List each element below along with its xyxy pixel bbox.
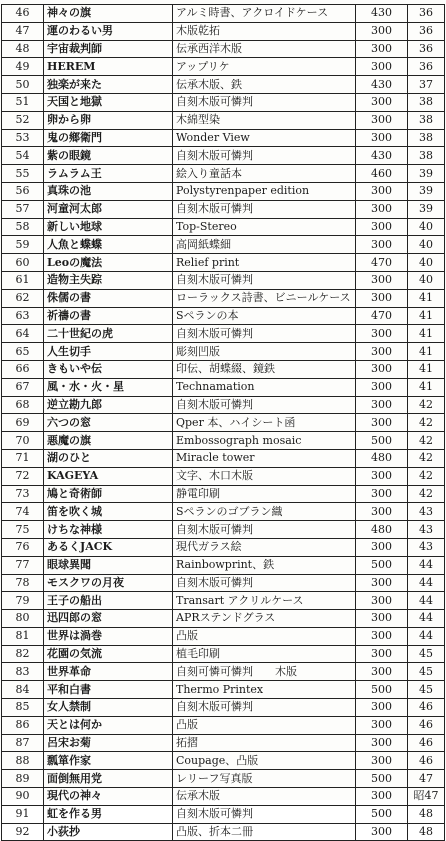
year: 40	[408, 218, 445, 236]
row-number: 79	[2, 592, 44, 610]
edition-note: Wonder View	[173, 129, 356, 147]
table-row	[2, 627, 445, 645]
copy-count: 300	[356, 627, 408, 645]
table-row	[2, 788, 445, 806]
edition-note: Technamation	[173, 378, 356, 396]
copy-count: 300	[356, 236, 408, 254]
edition-note: アップリケ	[173, 58, 356, 76]
table-row	[2, 645, 445, 663]
year: 41	[408, 360, 445, 378]
copy-count: 470	[356, 307, 408, 325]
row-number: 61	[2, 271, 44, 289]
table-row	[2, 485, 445, 503]
table-row	[2, 93, 445, 111]
copy-count: 430	[356, 76, 408, 94]
book-title: 造物主失踪	[44, 271, 173, 289]
book-title: 眼球異聞	[44, 556, 173, 574]
copy-count: 300	[356, 325, 408, 343]
copy-count: 300	[356, 610, 408, 628]
table-row	[2, 610, 445, 628]
table-row	[2, 574, 445, 592]
year: 36	[408, 40, 445, 58]
year: 47	[408, 770, 445, 788]
table-row	[2, 182, 445, 200]
book-title: 湖のひと	[44, 449, 173, 467]
row-number: 69	[2, 414, 44, 432]
copy-count: 480	[356, 449, 408, 467]
book-title: ラムラム王	[44, 165, 173, 183]
year: 42	[408, 485, 445, 503]
copy-count: 300	[356, 574, 408, 592]
edition-note: 静電印刷	[173, 485, 356, 503]
copy-count: 300	[356, 129, 408, 147]
book-title: 鬼の鄉衛門	[44, 129, 173, 147]
year: 43	[408, 503, 445, 521]
copy-count: 500	[356, 681, 408, 699]
row-number: 53	[2, 129, 44, 147]
book-title: 運のわるい男	[44, 22, 173, 40]
edition-note: Miracle tower	[173, 449, 356, 467]
book-title: 迅四郎の窓	[44, 610, 173, 628]
book-title: 女人禁制	[44, 699, 173, 717]
edition-table	[1, 4, 445, 841]
year: 38	[408, 111, 445, 129]
row-number: 55	[2, 165, 44, 183]
row-number: 75	[2, 521, 44, 539]
table-row	[2, 325, 445, 343]
book-title: 鳩と奇術師	[44, 485, 173, 503]
row-number: 66	[2, 360, 44, 378]
row-number: 90	[2, 788, 44, 806]
row-number: 76	[2, 538, 44, 556]
edition-note: 絵入り童話本	[173, 165, 356, 183]
copy-count: 300	[356, 788, 408, 806]
row-number: 59	[2, 236, 44, 254]
edition-note: Thermo Printex	[173, 681, 356, 699]
copy-count: 300	[356, 289, 408, 307]
edition-note: 自刻木版可憐判	[173, 574, 356, 592]
edition-note: Embossograph mosaic	[173, 432, 356, 450]
year: 42	[408, 432, 445, 450]
row-number: 57	[2, 200, 44, 218]
edition-note: 凸版	[173, 627, 356, 645]
row-number: 72	[2, 467, 44, 485]
table-row	[2, 467, 445, 485]
table-row	[2, 681, 445, 699]
year: 48	[408, 805, 445, 823]
year: 38	[408, 147, 445, 165]
year: 41	[408, 378, 445, 396]
copy-count: 300	[356, 485, 408, 503]
copy-count: 300	[356, 182, 408, 200]
year: 46	[408, 752, 445, 770]
copy-count: 300	[356, 414, 408, 432]
copy-count: 430	[356, 147, 408, 165]
table-row	[2, 307, 445, 325]
edition-note: APRステンドグラス	[173, 610, 356, 628]
edition-note: 伝承西洋木版	[173, 40, 356, 58]
row-number: 65	[2, 343, 44, 361]
edition-note: 自刻木版可憐判	[173, 147, 356, 165]
year: 42	[408, 414, 445, 432]
edition-note: 現代ガラス絵	[173, 538, 356, 556]
copy-count: 300	[356, 645, 408, 663]
table-row	[2, 521, 445, 539]
year: 44	[408, 627, 445, 645]
year: 46	[408, 716, 445, 734]
edition-note: 伝承木版	[173, 788, 356, 806]
copy-count: 300	[356, 699, 408, 717]
edition-note: Top-Stereo	[173, 218, 356, 236]
year: 42	[408, 396, 445, 414]
year: 44	[408, 556, 445, 574]
book-title: 紫の眼鏡	[44, 147, 173, 165]
row-number: 86	[2, 716, 44, 734]
book-title: HEREM	[44, 58, 173, 76]
year: 42	[408, 449, 445, 467]
year: 39	[408, 182, 445, 200]
table-row	[2, 378, 445, 396]
row-number: 84	[2, 681, 44, 699]
edition-note: Coupage、凸版	[173, 752, 356, 770]
row-number: 83	[2, 663, 44, 681]
edition-note: 植毛印刷	[173, 645, 356, 663]
edition-table-body	[2, 5, 445, 841]
book-title: 人生切手	[44, 343, 173, 361]
edition-note: アルミ時書、アクロイドケース	[173, 5, 356, 23]
edition-note: Relief print	[173, 254, 356, 272]
table-row	[2, 218, 445, 236]
row-number: 67	[2, 378, 44, 396]
copy-count: 500	[356, 770, 408, 788]
edition-note: 拓摺	[173, 734, 356, 752]
edition-note: 自刻木版可憐判	[173, 699, 356, 717]
year: 37	[408, 76, 445, 94]
edition-note: Rainbowprint、鉄	[173, 556, 356, 574]
table-row	[2, 449, 445, 467]
copy-count: 300	[356, 111, 408, 129]
book-title: 六つの窓	[44, 414, 173, 432]
row-number: 92	[2, 823, 44, 841]
year: 45	[408, 663, 445, 681]
year: 36	[408, 58, 445, 76]
book-title: Leoの魔法	[44, 254, 173, 272]
edition-note: 自刻木版可憐判	[173, 93, 356, 111]
edition-note: Transart アクリルケース	[173, 592, 356, 610]
year: 38	[408, 129, 445, 147]
copy-count: 300	[356, 716, 408, 734]
table-row	[2, 538, 445, 556]
edition-note: Sペランの本	[173, 307, 356, 325]
row-number: 47	[2, 22, 44, 40]
year: 38	[408, 93, 445, 111]
edition-note: 高岡紙蝶細	[173, 236, 356, 254]
row-number: 49	[2, 58, 44, 76]
edition-note: Polystyrenpaper edition	[173, 182, 356, 200]
copy-count: 470	[356, 254, 408, 272]
book-title: 王子の船出	[44, 592, 173, 610]
book-title: 独楽が来た	[44, 76, 173, 94]
book-title: あるくJACK	[44, 538, 173, 556]
row-number: 54	[2, 147, 44, 165]
row-number: 85	[2, 699, 44, 717]
copy-count: 300	[356, 360, 408, 378]
edition-note: 凸版、折本二冊	[173, 823, 356, 841]
table-row	[2, 254, 445, 272]
edition-note: 彫刻凹版	[173, 343, 356, 361]
book-title: モスクワの月夜	[44, 574, 173, 592]
book-title: 河童河太郎	[44, 200, 173, 218]
year: 45	[408, 681, 445, 699]
year: 40	[408, 271, 445, 289]
table-row	[2, 503, 445, 521]
book-title: 虹を作る男	[44, 805, 173, 823]
row-number: 60	[2, 254, 44, 272]
table-row	[2, 236, 445, 254]
copy-count: 500	[356, 432, 408, 450]
row-number: 56	[2, 182, 44, 200]
row-number: 87	[2, 734, 44, 752]
year: 41	[408, 289, 445, 307]
table-row	[2, 343, 445, 361]
book-title: 神々の旗	[44, 5, 173, 23]
table-row	[2, 752, 445, 770]
row-number: 74	[2, 503, 44, 521]
book-title: 祈禱の書	[44, 307, 173, 325]
table-row	[2, 58, 445, 76]
row-number: 50	[2, 76, 44, 94]
edition-note: 自刻木版可憐判	[173, 325, 356, 343]
year: 46	[408, 699, 445, 717]
book-title: 真珠の池	[44, 182, 173, 200]
copy-count: 300	[356, 58, 408, 76]
year: 44	[408, 610, 445, 628]
book-title: 笛を吹く城	[44, 503, 173, 521]
table-row	[2, 663, 445, 681]
copy-count: 300	[356, 538, 408, 556]
copy-count: 300	[356, 467, 408, 485]
table-row	[2, 129, 445, 147]
year: 43	[408, 521, 445, 539]
year: 42	[408, 467, 445, 485]
copy-count: 300	[356, 752, 408, 770]
copy-count: 300	[356, 22, 408, 40]
edition-note: 伝承木版、鉄	[173, 76, 356, 94]
year: 41	[408, 343, 445, 361]
edition-note: ローラックス詩書、ビニールケース	[173, 289, 356, 307]
edition-note: 文字、木口木版	[173, 467, 356, 485]
copy-count: 300	[356, 218, 408, 236]
table-row	[2, 556, 445, 574]
row-number: 48	[2, 40, 44, 58]
table-row	[2, 805, 445, 823]
row-number: 89	[2, 770, 44, 788]
book-title: 卵から卵	[44, 111, 173, 129]
book-title: KAGEYA	[44, 467, 173, 485]
edition-note: 凸版	[173, 716, 356, 734]
edition-note: 木綿型染	[173, 111, 356, 129]
row-number: 88	[2, 752, 44, 770]
copy-count: 300	[356, 343, 408, 361]
table-row	[2, 699, 445, 717]
table-row	[2, 716, 445, 734]
year: 45	[408, 645, 445, 663]
book-title: 小荻抄	[44, 823, 173, 841]
copy-count: 300	[356, 663, 408, 681]
copy-count: 480	[356, 521, 408, 539]
year: 41	[408, 307, 445, 325]
table-row	[2, 22, 445, 40]
book-title: 二十世紀の虎	[44, 325, 173, 343]
book-title: 天とは何か	[44, 716, 173, 734]
book-title: 宇宙裁判師	[44, 40, 173, 58]
table-row	[2, 147, 445, 165]
copy-count: 300	[356, 396, 408, 414]
book-title: きもいや伝	[44, 360, 173, 378]
table-row	[2, 823, 445, 841]
copy-count: 300	[356, 40, 408, 58]
year: 44	[408, 592, 445, 610]
table-row	[2, 360, 445, 378]
copy-count: 300	[356, 378, 408, 396]
row-number: 71	[2, 449, 44, 467]
row-number: 73	[2, 485, 44, 503]
table-row	[2, 165, 445, 183]
table-row	[2, 271, 445, 289]
table-row	[2, 111, 445, 129]
row-number: 64	[2, 325, 44, 343]
copy-count: 430	[356, 5, 408, 23]
table-row	[2, 5, 445, 23]
edition-note: 木版乾拓	[173, 22, 356, 40]
year: 39	[408, 165, 445, 183]
copy-count: 300	[356, 271, 408, 289]
edition-note: 自刻木版可憐判	[173, 396, 356, 414]
copy-count: 460	[356, 165, 408, 183]
row-number: 58	[2, 218, 44, 236]
book-title: 現代の神々	[44, 788, 173, 806]
copy-count: 500	[356, 556, 408, 574]
edition-note: 自刻木版可憐判	[173, 200, 356, 218]
row-number: 52	[2, 111, 44, 129]
copy-count: 300	[356, 592, 408, 610]
year: 40	[408, 254, 445, 272]
table-row	[2, 432, 445, 450]
edition-note: Qper 本、ハイシート函	[173, 414, 356, 432]
year: 41	[408, 325, 445, 343]
year: 44	[408, 574, 445, 592]
edition-note: レリーフ写真版	[173, 770, 356, 788]
year: 46	[408, 734, 445, 752]
copy-count: 300	[356, 200, 408, 218]
edition-note: 自刻木版可憐判	[173, 521, 356, 539]
book-title: 花園の気流	[44, 645, 173, 663]
row-number: 77	[2, 556, 44, 574]
table-row	[2, 770, 445, 788]
year: 43	[408, 538, 445, 556]
book-title: 悪魔の旗	[44, 432, 173, 450]
year: 昭47	[408, 788, 445, 806]
row-number: 80	[2, 610, 44, 628]
book-title: 平和白書	[44, 681, 173, 699]
book-title: 侏儒の書	[44, 289, 173, 307]
edition-note: 印伝、胡蝶綴、鏡鉄	[173, 360, 356, 378]
edition-note: 自刻可憐可憐判 木版	[173, 663, 356, 681]
table-row	[2, 40, 445, 58]
copy-count: 300	[356, 823, 408, 841]
table-row	[2, 200, 445, 218]
edition-note: 自刻木版可憐判	[173, 271, 356, 289]
book-title: 天国と地獄	[44, 93, 173, 111]
copy-count: 300	[356, 734, 408, 752]
book-title: けちな神様	[44, 521, 173, 539]
year: 40	[408, 236, 445, 254]
row-number: 63	[2, 307, 44, 325]
book-title: 世界は渦巻	[44, 627, 173, 645]
year: 36	[408, 5, 445, 23]
book-title: 人魚と蝶蝶	[44, 236, 173, 254]
book-title: 新しい地球	[44, 218, 173, 236]
book-title: 瓢箪作家	[44, 752, 173, 770]
row-number: 81	[2, 627, 44, 645]
table-row	[2, 396, 445, 414]
edition-note: Sペランのゴブラン織	[173, 503, 356, 521]
copy-count: 300	[356, 503, 408, 521]
row-number: 46	[2, 5, 44, 23]
book-title: 世界革命	[44, 663, 173, 681]
row-number: 78	[2, 574, 44, 592]
table-row	[2, 414, 445, 432]
row-number: 68	[2, 396, 44, 414]
table-row	[2, 734, 445, 752]
year: 48	[408, 823, 445, 841]
copy-count: 500	[356, 805, 408, 823]
book-title: 風・水・火・星	[44, 378, 173, 396]
table-row	[2, 289, 445, 307]
year: 36	[408, 22, 445, 40]
table-row	[2, 76, 445, 94]
row-number: 91	[2, 805, 44, 823]
copy-count: 300	[356, 93, 408, 111]
book-title: 逆立勘九郎	[44, 396, 173, 414]
book-title: 呂宋お菊	[44, 734, 173, 752]
book-title: 面倒無用党	[44, 770, 173, 788]
row-number: 70	[2, 432, 44, 450]
table-row	[2, 592, 445, 610]
row-number: 82	[2, 645, 44, 663]
row-number: 51	[2, 93, 44, 111]
row-number: 62	[2, 289, 44, 307]
year: 39	[408, 200, 445, 218]
edition-note: 自刻木版可憐判	[173, 805, 356, 823]
